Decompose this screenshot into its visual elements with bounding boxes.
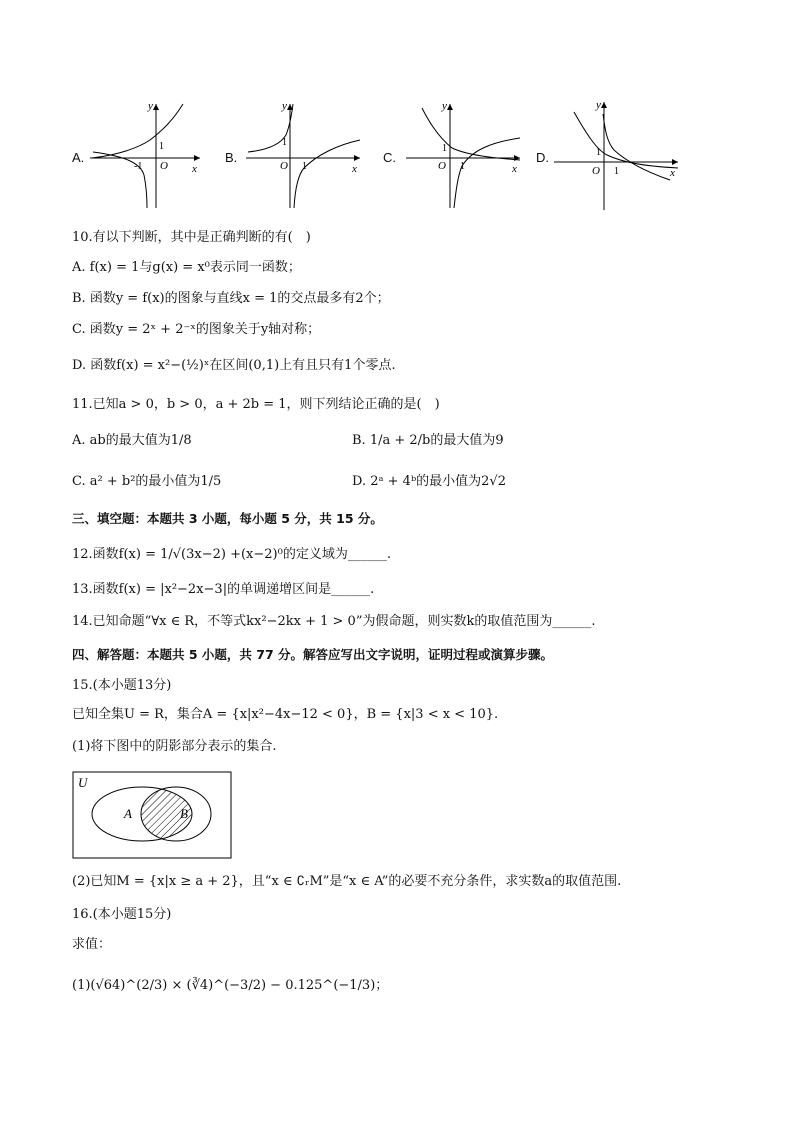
q15-part1: (1)将下图中的阴影部分表示的集合. — [72, 739, 277, 754]
graph-a-y: y — [148, 100, 153, 112]
venn-label-u: U — [78, 775, 88, 790]
graph-b-label: B. — [225, 150, 238, 165]
graph-a — [88, 100, 208, 210]
q16-intro: 求值： — [72, 937, 112, 952]
graph-a-tick-neg1: -1 — [134, 161, 143, 172]
q10-option-b: B. 函数y = f(x)的图象与直线x = 1的交点最多有2个； — [72, 291, 390, 306]
q14: 14.已知命题“∀x ∈ R，不等式kx²−2kx + 1 > 0”为假命题，则实数k的取值范围为______. — [72, 614, 596, 629]
venn-label-b: B — [180, 806, 188, 821]
q11-stem: 11.已知a > 0，b > 0，a + 2b = 1，则下列结论正确的是( ) — [72, 397, 440, 412]
graph-d-tick-1y: 1 — [596, 147, 601, 158]
q10-option-c: C. 函数y = 2ˣ + 2⁻ˣ的图象关于y轴对称； — [72, 322, 321, 337]
graph-b-y: y — [282, 100, 287, 112]
graph-d-y: y — [596, 100, 601, 111]
graph-d — [552, 100, 682, 212]
q15-header: 15.(本小题13分) — [72, 678, 172, 693]
section-4-heading: 四、解答题：本题共 5 小题，共 77 分。解答应写出文字说明，证明过程或演算步骤。 — [72, 647, 554, 662]
venn-diagram — [72, 771, 234, 861]
venn-label-a: A — [124, 806, 132, 821]
graph-a-x: x — [192, 163, 197, 175]
q11-option-c: C. a² + b²的最小值为1/5 — [72, 474, 222, 489]
graph-d-x: x — [670, 167, 675, 179]
q10-stem: 10.有以下判断，其中是正确判断的有( ) — [72, 230, 311, 245]
graph-c-tick-1x: 1 — [460, 161, 465, 172]
q16-header: 16.(本小题15分) — [72, 907, 172, 922]
graph-c-label: C. — [383, 150, 396, 165]
graph-a-tick-1: 1 — [159, 141, 164, 152]
q11-option-a: A. ab的最大值为1/8 — [72, 433, 192, 448]
graph-c — [402, 100, 527, 210]
q11-option-b: B. 1/a + 2/b的最大值为9 — [352, 433, 504, 448]
q11-option-d: D. 2ᵃ + 4ᵇ的最小值为2√2 — [352, 474, 506, 489]
section-3-heading: 三、填空题：本题共 3 小题，每小题 5 分，共 15 分。 — [72, 511, 383, 526]
q10-option-d: D. 函数f(x) = x²−(½)ˣ在区间(0,1)上有且只有1个零点. — [72, 358, 396, 373]
q16-part1: (1)(√64)^(2/3) × (∛4)^(−3/2) − 0.125^(−1/3)； — [72, 978, 389, 993]
graph-a-origin: O — [160, 160, 168, 172]
q13: 13.函数f(x) = |x²−2x−3|的单调递增区间是______. — [72, 582, 375, 597]
q10-option-a: A. f(x) = 1与g(x) = x⁰表示同一函数； — [72, 260, 301, 275]
q12: 12.函数f(x) = 1/√(3x−2) +(x−2)⁰的定义域为______. — [72, 547, 391, 562]
graph-b-x: x — [352, 163, 357, 175]
q15-given: 已知全集U = R，集合A = {x|x²−4x−12 < 0}，B = {x|3 < x < 10}. — [72, 707, 499, 722]
graph-c-tick-1y: 1 — [442, 143, 447, 154]
graph-b-tick-1x: 1 — [302, 161, 307, 172]
q15-part2: (2)已知M = {x|x ≥ a + 2}，且“x ∈ ∁ᵣM”是“x ∈ A”的必要不充分条件，求实数a的取值范围. — [72, 874, 622, 889]
graph-d-label: D. — [536, 150, 549, 165]
graph-a-label: A. — [72, 150, 85, 165]
graph-c-origin: O — [438, 160, 446, 172]
graph-c-y: y — [442, 100, 447, 112]
graph-c-x: x — [512, 163, 517, 175]
graph-d-tick-1x: 1 — [614, 166, 619, 177]
graph-b-tick-1y: 1 — [282, 137, 287, 148]
graph-d-origin: O — [592, 165, 600, 177]
graph-b-origin: O — [280, 160, 288, 172]
graph-b — [242, 100, 367, 210]
